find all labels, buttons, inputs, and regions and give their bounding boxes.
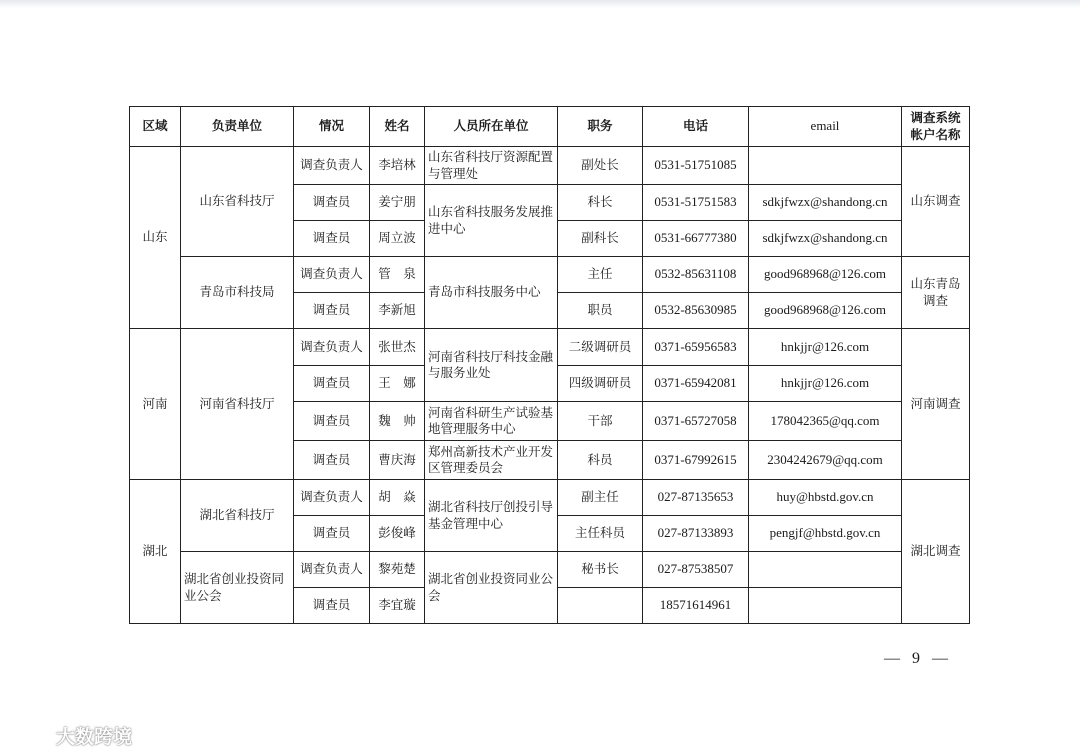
scan-edge [0, 0, 1080, 8]
name-cell: 姜宁朋 [370, 185, 425, 221]
header-account-line1: 调查系统 [910, 110, 961, 126]
header-phone: 电话 [643, 107, 749, 147]
unit-cell: 湖北省科技厅 [181, 480, 294, 552]
email-cell: hnkjjr@126.com [749, 366, 902, 402]
name-cell: 彭俊峰 [370, 516, 425, 552]
org-cell: 山东省科技服务发展推进中心 [425, 185, 558, 257]
email-cell: 2304242679@qq.com [749, 441, 902, 480]
name-cell: 李宜璇 [370, 588, 425, 624]
org-cell: 湖北省创业投资同业公会 [425, 552, 558, 624]
name-cell: 李新旭 [370, 293, 425, 329]
header-name: 姓名 [370, 107, 425, 147]
phone-cell: 027-87135653 [643, 480, 749, 516]
phone-cell: 027-87133893 [643, 516, 749, 552]
role-cell: 调查员 [294, 402, 370, 441]
role-cell: 调查负责人 [294, 552, 370, 588]
email-cell: huy@hbstd.gov.cn [749, 480, 902, 516]
name-cell: 魏 帅 [370, 402, 425, 441]
region-cell: 河南 [130, 329, 181, 480]
phone-cell: 027-87538507 [643, 552, 749, 588]
unit-cell: 青岛市科技局 [181, 257, 294, 329]
org-cell: 河南省科技厅科技金融与服务业处 [425, 329, 558, 402]
role-cell: 调查负责人 [294, 480, 370, 516]
phone-cell: 0371-65942081 [643, 366, 749, 402]
role-cell: 调查负责人 [294, 147, 370, 185]
position-cell: 副科长 [558, 221, 643, 257]
position-cell: 干部 [558, 402, 643, 441]
email-cell [749, 552, 902, 588]
name-cell: 李培林 [370, 147, 425, 185]
role-cell: 调查员 [294, 221, 370, 257]
header-unit: 负责单位 [181, 107, 294, 147]
unit-cell: 湖北省创业投资同业公会 [181, 552, 294, 624]
email-cell: good968968@126.com [749, 257, 902, 293]
account-cell: 山东青岛调查 [902, 257, 970, 329]
header-region: 区域 [130, 107, 181, 147]
table-row [130, 480, 970, 516]
phone-cell: 0532-85631108 [643, 257, 749, 293]
table-header-row [130, 107, 970, 147]
name-cell: 周立波 [370, 221, 425, 257]
role-cell: 调查员 [294, 366, 370, 402]
position-cell: 二级调研员 [558, 329, 643, 366]
header-email: email [749, 107, 902, 147]
role-cell: 调查员 [294, 588, 370, 624]
page-number: — 9 — [884, 650, 952, 667]
account-cell: 山东调查 [902, 147, 970, 257]
position-cell: 副主任 [558, 480, 643, 516]
email-cell: hnkjjr@126.com [749, 329, 902, 366]
header-role: 情况 [294, 107, 370, 147]
phone-cell: 0371-65956583 [643, 329, 749, 366]
header-account [902, 107, 970, 147]
table-row [130, 329, 970, 366]
role-cell: 调查负责人 [294, 329, 370, 366]
position-cell: 四级调研员 [558, 366, 643, 402]
position-cell: 科员 [558, 441, 643, 480]
email-cell: good968968@126.com [749, 293, 902, 329]
email-cell: 178042365@qq.com [749, 402, 902, 441]
phone-cell: 18571614961 [643, 588, 749, 624]
role-cell: 调查员 [294, 441, 370, 480]
table-row [130, 257, 970, 293]
account-cell: 河南调查 [902, 329, 970, 480]
role-cell: 调查负责人 [294, 257, 370, 293]
position-cell: 科长 [558, 185, 643, 221]
header-org: 人员所在单位 [425, 107, 558, 147]
region-cell: 山东 [130, 147, 181, 329]
email-cell: sdkjfwzx@shandong.cn [749, 221, 902, 257]
org-cell: 河南省科研生产试验基地管理服务中心 [425, 402, 558, 441]
name-cell: 管 泉 [370, 257, 425, 293]
position-cell: 秘书长 [558, 552, 643, 588]
email-cell: pengjf@hbstd.gov.cn [749, 516, 902, 552]
role-cell: 调查员 [294, 185, 370, 221]
phone-cell: 0371-65727058 [643, 402, 749, 441]
watermark-logo-icon [10, 725, 50, 747]
phone-cell: 0531-66777380 [643, 221, 749, 257]
name-cell: 胡 焱 [370, 480, 425, 516]
email-cell [749, 147, 902, 185]
account-cell: 湖北调查 [902, 480, 970, 624]
table-row [130, 552, 970, 588]
phone-cell: 0371-67992615 [643, 441, 749, 480]
header-account-line2: 帐户名称 [910, 126, 961, 142]
region-cell: 湖北 [130, 480, 181, 624]
unit-cell: 山东省科技厅 [181, 147, 294, 257]
email-cell: sdkjfwzx@shandong.cn [749, 185, 902, 221]
org-cell: 青岛市科技服务中心 [425, 257, 558, 329]
email-cell [749, 588, 902, 624]
position-cell: 主任科员 [558, 516, 643, 552]
org-cell: 山东省科技厅资源配置与管理处 [425, 147, 558, 185]
watermark [10, 722, 132, 749]
name-cell: 黎苑楚 [370, 552, 425, 588]
org-cell: 湖北省科技厅创投引导基金管理中心 [425, 480, 558, 552]
position-cell [558, 588, 643, 624]
position-cell: 职员 [558, 293, 643, 329]
role-cell: 调查员 [294, 516, 370, 552]
name-cell: 曹庆海 [370, 441, 425, 480]
phone-cell: 0531-51751085 [643, 147, 749, 185]
role-cell: 调查员 [294, 293, 370, 329]
position-cell: 副处长 [558, 147, 643, 185]
position-cell: 主任 [558, 257, 643, 293]
name-cell: 王 娜 [370, 366, 425, 402]
name-cell: 张世杰 [370, 329, 425, 366]
header-position: 职务 [558, 107, 643, 147]
table-row [130, 147, 970, 185]
survey-contact-table [129, 106, 970, 624]
phone-cell: 0532-85630985 [643, 293, 749, 329]
org-cell: 郑州高新技术产业开发区管理委员会 [425, 441, 558, 480]
watermark-text: 大数跨境 [56, 726, 133, 748]
phone-cell: 0531-51751583 [643, 185, 749, 221]
unit-cell: 河南省科技厅 [181, 329, 294, 480]
